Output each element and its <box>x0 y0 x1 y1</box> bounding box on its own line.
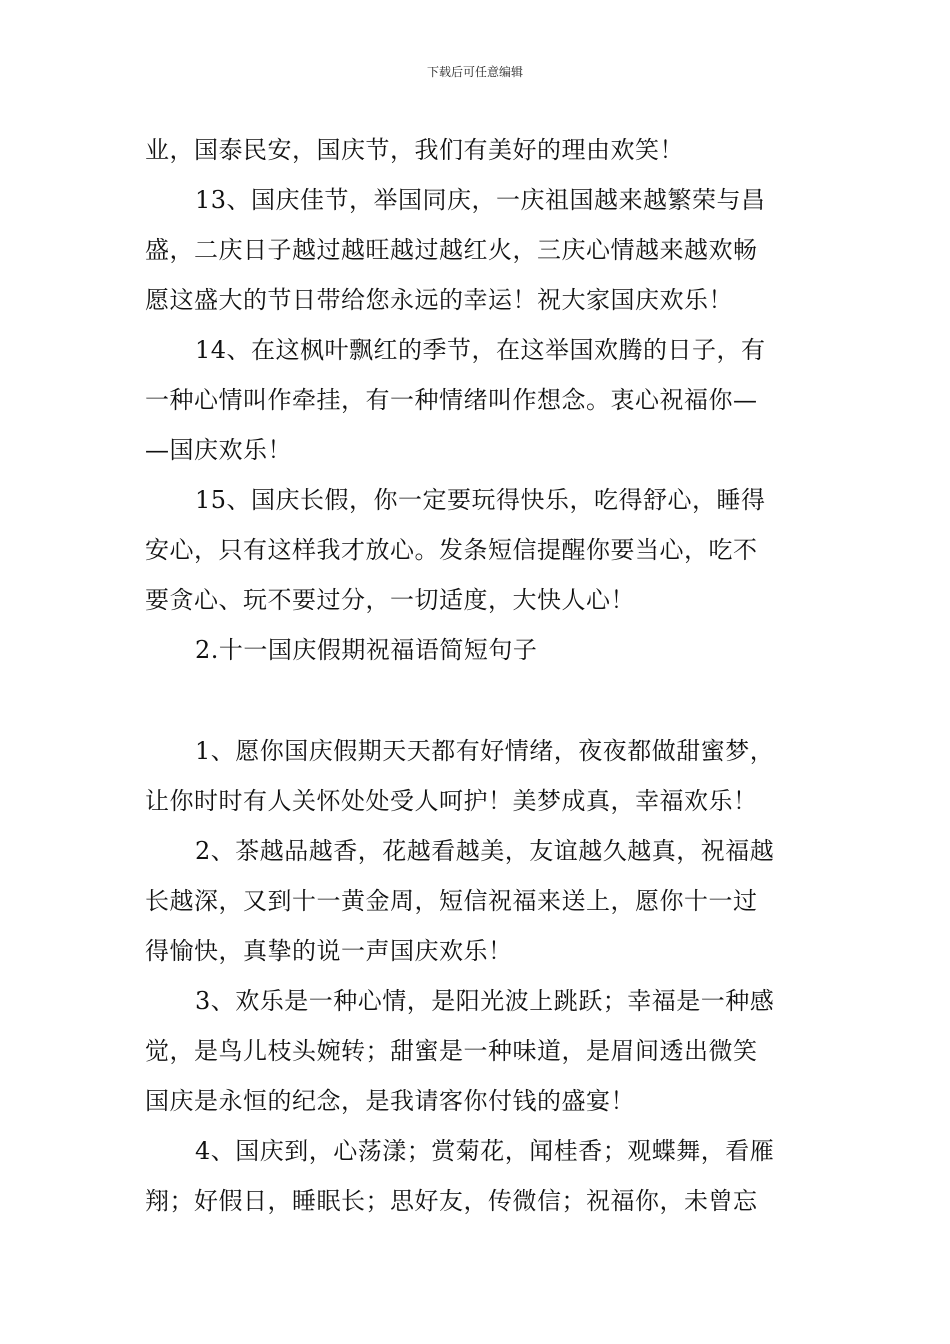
text-line: 得愉快，真挚的说一声国庆欢乐！ <box>145 937 513 965</box>
text-line: 翔；好假日，睡眠长；思好友，传微信；祝福你，未曾忘 <box>145 1187 758 1215</box>
text-line: 国庆是永恒的纪念，是我请客你付钱的盛宴！ <box>145 1087 635 1115</box>
text-line: 业，国泰民安，国庆节，我们有美好的理由欢笑！ <box>145 136 684 164</box>
text-line: 让你时时有人关怀处处受人呵护！美梦成真，幸福欢乐！ <box>145 787 758 815</box>
text-line: 长越深，又到十一黄金周，短信祝福来送上，愿你十一过 <box>145 887 758 915</box>
text-line: 2、茶越品越香，花越看越美，友谊越久越真，祝福越 <box>195 837 775 865</box>
text-line: 安心，只有这样我才放心。发条短信提醒你要当心，吃不 <box>145 536 758 564</box>
text-line: 要贪心、玩不要过分，一切适度，大快人心！ <box>145 586 635 614</box>
text-line: 4、国庆到，心荡漾；赏菊花，闻桂香；观蝶舞，看雁 <box>195 1137 775 1165</box>
text-line: 3、欢乐是一种心情，是阳光波上跳跃；幸福是一种感 <box>195 987 775 1015</box>
text-line: 一种心情叫作牵挂，有一种情绪叫作想念。衷心祝福你— <box>145 386 758 414</box>
text-line: —国庆欢乐！ <box>145 436 292 464</box>
text-line: 1、愿你国庆假期天天都有好情绪，夜夜都做甜蜜梦， <box>195 737 775 765</box>
text-line: 觉，是鸟儿枝头婉转；甜蜜是一种味道，是眉间透出微笑 <box>145 1037 758 1065</box>
text-line: 13、国庆佳节，举国同庆，一庆祖国越来越繁荣与昌 <box>195 186 766 214</box>
section-heading: 2.十一国庆假期祝福语简短句子 <box>195 636 538 664</box>
text-line: 14、在这枫叶飘红的季节，在这举国欢腾的日子，有 <box>195 336 766 364</box>
text-line: 愿这盛大的节日带给您永远的幸运！祝大家国庆欢乐！ <box>145 286 733 314</box>
text-line: 15、国庆长假，你一定要玩得快乐，吃得舒心，睡得 <box>195 486 766 514</box>
page-header: 下载后可任意编辑 <box>426 65 523 79</box>
text-line: 盛，二庆日子越过越旺越过越红火，三庆心情越来越欢畅 <box>145 236 758 264</box>
